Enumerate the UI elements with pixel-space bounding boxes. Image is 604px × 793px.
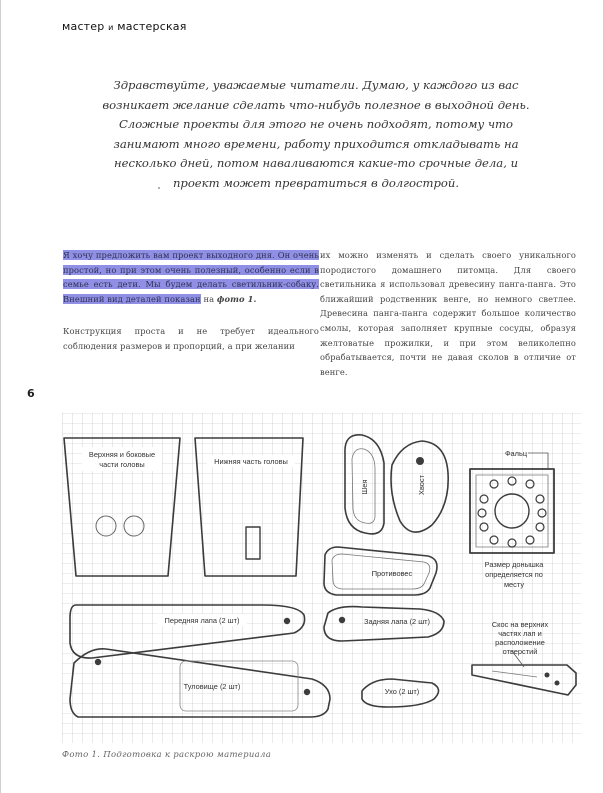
header-conjunction: и (108, 23, 114, 32)
selected-text[interactable]: Я хочу предложить вам проект выходного дня. Он очень простой, но при этом очень полезный, особенно если в семье есть дети. Мы будем делать светильник-собаку. Внешний вид деталей показан (63, 250, 319, 304)
label-torso: Туловище (2 шт) (183, 682, 241, 691)
intro-paragraph: Здравствуйте, уважаемые читатели. Думаю, у каждого из вас возникает желание сделать что-нибудь полезное в выходной день. Сложные проекты для этого не очень подходят, потому что занимают много времени, работу приходится откладывать на несколько дней, потом наваливаются какие-то срочные дела, и проект может превратиться в долгострой. (102, 78, 530, 190)
torso-hole-right (304, 689, 310, 695)
decorative-dot (158, 187, 160, 189)
figure-reference-prefix: на (203, 293, 215, 304)
rear-paw-hole (339, 617, 345, 623)
text-column-right (320, 248, 576, 379)
header-word-workshop: мастерская (117, 20, 187, 33)
torso-hole-left (95, 659, 101, 665)
label-base-1: Размер донышка (484, 560, 544, 569)
label-front-paw: Передняя лапа (2 шт) (164, 616, 240, 625)
label-head-top-2: части головы (99, 460, 145, 469)
label-bevel-3: расположение (495, 638, 545, 647)
paragraph-construction: Конструкция проста и не требует идеального соблюдения размеров и пропорций, а при желании (63, 326, 319, 351)
label-bevel-2: частях лап и (498, 629, 542, 638)
label-tail: Хвост (417, 475, 426, 495)
label-rebate: Фальц (504, 449, 528, 458)
text-column-left (63, 248, 319, 354)
tail-hole (416, 457, 424, 465)
label-ear: Ухо (2 шт) (384, 687, 420, 696)
section-header (62, 20, 187, 33)
label-head-bottom: Нижняя часть головы (214, 457, 288, 466)
label-counterweight: Противовес (371, 569, 413, 578)
label-head-top-1: Верхняя и боковые (88, 450, 156, 459)
figure-reference: фото 1. (216, 293, 257, 304)
figure-caption: Фото 1. Подготовка к раскрою материала (62, 750, 272, 760)
label-bevel-1: Скос на верхних (491, 620, 549, 629)
label-base-3: месту (503, 580, 525, 589)
cutting-diagram (62, 413, 581, 743)
label-neck: Шея (360, 479, 369, 495)
header-word-master: мастер (62, 20, 105, 33)
paragraph-wood: их можно изменять и сделать своего уникального породистого домашнего питомца. Для своего светильника я использовал древесину панга-панга. Это ближайший родственник венге, но немного светлее. Древесина панга-панга содержит большое количество смолы, которая заполняет крупные сосуды, образуя желтоватые прожилки, и при этом великолепно обрабатывается, почти не давая сколов в отличие от венге. (320, 250, 576, 377)
label-bevel-4: отверстий (502, 647, 538, 656)
label-rear-paw: Задняя лапа (2 шт) (363, 617, 431, 626)
paragraph-proposal (63, 248, 319, 306)
page-number: 6 (27, 387, 35, 400)
front-paw-hole (284, 618, 290, 624)
label-base-2: определяется по (485, 570, 543, 579)
